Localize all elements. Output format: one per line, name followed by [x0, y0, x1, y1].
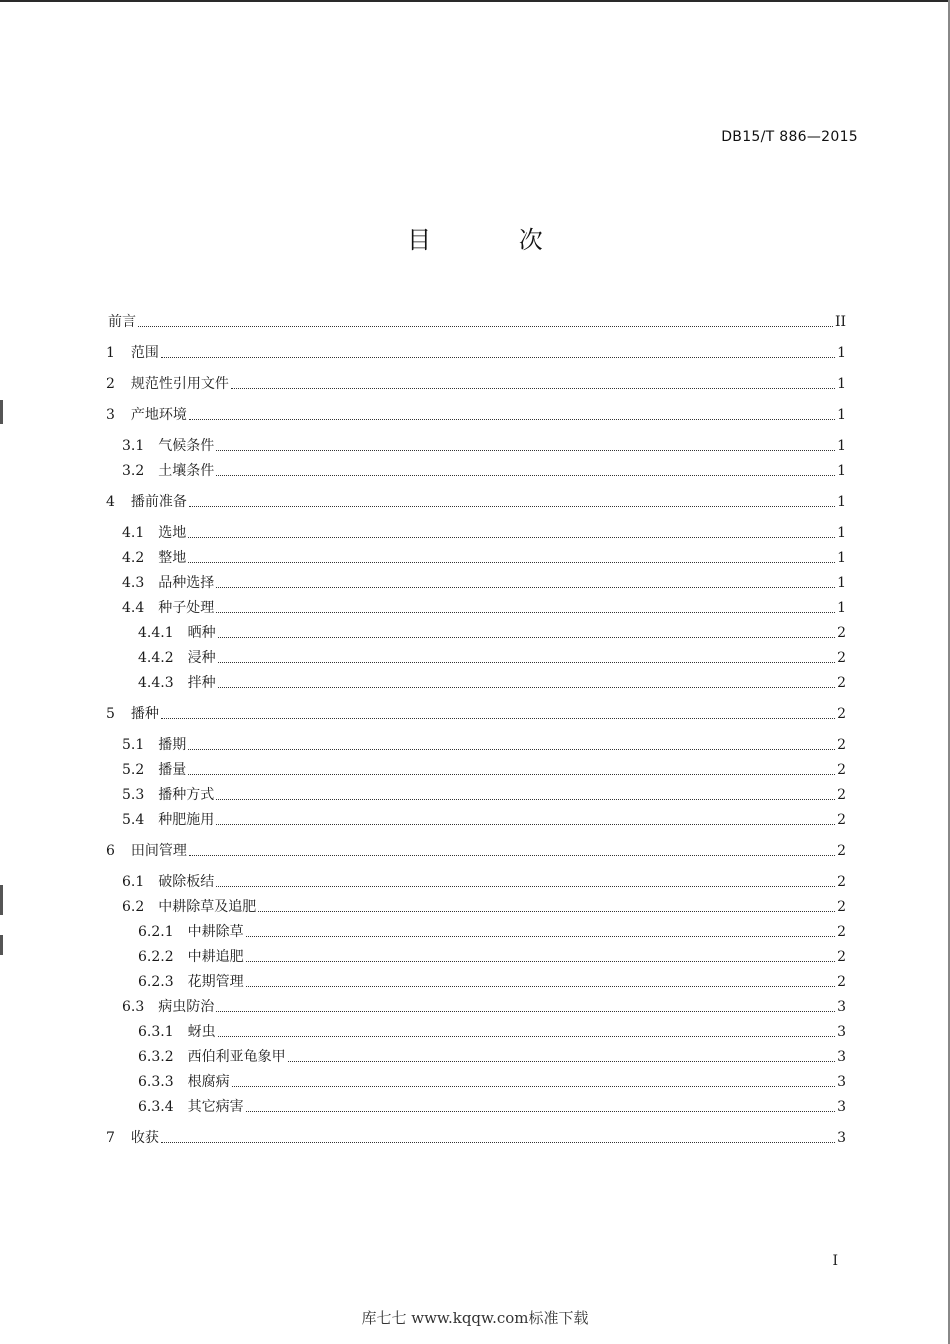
toc-entry-number: 6.3.1: [138, 1024, 174, 1040]
toc-entry-title: 播期: [158, 737, 187, 753]
toc-entry-page: 2: [837, 737, 846, 753]
toc-entry-title: 收获: [130, 1130, 159, 1146]
toc-entry-number: 7: [106, 1130, 115, 1146]
toc-entry-number: 3.1: [122, 438, 145, 454]
toc-entry-page: 1: [837, 525, 846, 541]
toc-entry[interactable]: [122, 547, 846, 569]
toc-entry[interactable]: [122, 809, 846, 831]
toc-entry-number: 1: [106, 345, 115, 361]
standard-code: DB15/T 886—2015: [721, 129, 858, 145]
toc-entry-number: 2: [106, 376, 115, 392]
toc-entry[interactable]: [106, 840, 846, 862]
page-top-edge: [0, 0, 950, 2]
toc-entry-title: 土壤条件: [158, 463, 215, 479]
toc-entry-title: 病虫防治: [158, 999, 215, 1015]
toc-entry-number: 6.3.2: [138, 1049, 174, 1065]
toc-leader-dots: [246, 986, 835, 987]
toc-entry-page: II: [834, 314, 846, 330]
toc-entry-title: 晒种: [187, 625, 216, 641]
toc-entry-number: 6.1: [122, 874, 145, 890]
toc-entry-page: 2: [837, 974, 846, 990]
toc-entry[interactable]: [138, 1096, 846, 1118]
toc-entry-page: 2: [837, 762, 846, 778]
toc-entry-page: 1: [837, 376, 846, 392]
toc-entry-number: 3: [106, 407, 115, 423]
toc-entry-page: 1: [837, 407, 846, 423]
toc-leader-dots: [161, 357, 835, 358]
toc-entry[interactable]: [108, 311, 846, 333]
toc-entry-title: 根腐病: [187, 1074, 230, 1090]
toc-entry-title: 气候条件: [158, 438, 215, 454]
toc-entry[interactable]: [138, 647, 846, 669]
toc-entry[interactable]: [138, 946, 846, 968]
toc-entry[interactable]: [138, 1046, 846, 1068]
toc-entry-page: 1: [837, 550, 846, 566]
toc-entry-number: 6.3.4: [138, 1099, 174, 1115]
toc-entry-page: 1: [837, 600, 846, 616]
toc-entry-number: 4: [106, 494, 115, 510]
toc-leader-dots: [188, 774, 835, 775]
toc-entry-page: 2: [837, 949, 846, 965]
toc-entry[interactable]: [122, 522, 846, 544]
toc-entry-number: 5.1: [122, 737, 145, 753]
toc-entry-page: 1: [837, 575, 846, 591]
toc-entry-number: 5.2: [122, 762, 145, 778]
toc-entry-number: 3.2: [122, 463, 145, 479]
toc-entry[interactable]: [106, 342, 846, 364]
toc-entry-page: 2: [837, 899, 846, 915]
toc-entry[interactable]: [122, 759, 846, 781]
toc-entry-page: 2: [837, 675, 846, 691]
toc-entry-number: 6.3: [122, 999, 145, 1015]
toc-entry-number: 4.4.3: [138, 675, 174, 691]
scan-mark: [0, 935, 3, 955]
toc-entry-title: 西伯利亚龟象甲: [187, 1049, 286, 1065]
toc-entry[interactable]: [122, 460, 846, 482]
toc-entry-page: 1: [837, 494, 846, 510]
toc-entry-title: 产地环境: [130, 407, 187, 423]
toc-entry[interactable]: [106, 703, 846, 725]
toc-entry-page: 2: [837, 874, 846, 890]
toc-leader-dots: [188, 537, 835, 538]
toc-entry-title: 选地: [158, 525, 187, 541]
toc-entry-title: 播种方式: [158, 787, 215, 803]
toc-entry[interactable]: [122, 597, 846, 619]
watermark: 库七七 www.kqqw.com标准下载: [361, 1309, 589, 1327]
toc-entry[interactable]: [122, 572, 846, 594]
toc-entry-page: 2: [837, 924, 846, 940]
toc-leader-dots: [189, 419, 835, 420]
toc-entry-title: 中耕除草: [187, 924, 244, 940]
toc-entry-page: 3: [837, 1130, 846, 1146]
toc-entry-title: 中耕追肥: [187, 949, 244, 965]
toc-entry-page: 2: [837, 625, 846, 641]
toc-entry-number: 5: [106, 706, 115, 722]
toc-entry[interactable]: [138, 672, 846, 694]
toc-entry[interactable]: [106, 373, 846, 395]
toc-leader-dots: [216, 450, 835, 451]
toc-entry-number: 6: [106, 843, 115, 859]
toc-entry-title: 播种: [130, 706, 159, 722]
toc-leader-dots: [231, 388, 835, 389]
toc-entry[interactable]: [138, 921, 846, 943]
toc-entry-number: 4.4: [122, 600, 145, 616]
toc-entry-title: 田间管理: [130, 843, 187, 859]
toc-entry-number: 4.4.1: [138, 625, 174, 641]
toc-entry-number: 4.4.2: [138, 650, 174, 666]
toc-entry-title: 浸种: [187, 650, 216, 666]
toc-entry[interactable]: [106, 1127, 846, 1149]
toc-entry-title: 规范性引用文件: [130, 376, 229, 392]
toc-entry-title: 蚜虫: [187, 1024, 216, 1040]
toc-leader-dots: [216, 612, 835, 613]
toc-entry-number: 6.2.2: [138, 949, 174, 965]
toc-entry-page: 2: [837, 843, 846, 859]
toc-leader-dots: [218, 687, 835, 688]
page-number: I: [832, 1253, 838, 1269]
toc-leader-dots: [258, 911, 835, 912]
toc-entry-number: 4.3: [122, 575, 145, 591]
page-title: 目 次: [407, 226, 583, 254]
toc-entry-title: 范围: [130, 345, 159, 361]
toc-entry[interactable]: [122, 435, 846, 457]
toc-leader-dots: [161, 1142, 835, 1143]
toc-leader-dots: [288, 1061, 835, 1062]
toc-entry[interactable]: [138, 1021, 846, 1043]
toc-leader-dots: [218, 637, 835, 638]
toc-entry-title: 播量: [158, 762, 187, 778]
toc-leader-dots: [216, 475, 835, 476]
toc-entry[interactable]: [138, 1071, 846, 1093]
toc-entry-page: 2: [837, 706, 846, 722]
toc-entry-number: 5.3: [122, 787, 145, 803]
toc-entry-page: 2: [837, 812, 846, 828]
toc-leader-dots: [189, 855, 835, 856]
toc-entry-title: 花期管理: [187, 974, 244, 990]
toc-entry-title: 品种选择: [158, 575, 215, 591]
toc-entry-number: 6.2: [122, 899, 145, 915]
toc-leader-dots: [216, 1011, 835, 1012]
toc-entry-number: 6.3.3: [138, 1074, 174, 1090]
toc-entry-title: 整地: [158, 550, 187, 566]
toc-entry-page: 3: [837, 999, 846, 1015]
toc-leader-dots: [218, 1036, 835, 1037]
toc-entry-number: 4.2: [122, 550, 145, 566]
toc-leader-dots: [246, 1111, 835, 1112]
toc-entry-page: 3: [837, 1024, 846, 1040]
toc-entry[interactable]: [122, 734, 846, 756]
toc-entry-page: 3: [837, 1099, 846, 1115]
toc-leader-dots: [216, 587, 835, 588]
toc-entry-number: 5.4: [122, 812, 145, 828]
toc-leader-dots: [188, 562, 835, 563]
toc-entry-title: 种子处理: [158, 600, 215, 616]
toc-entry-title: 拌种: [187, 675, 216, 691]
toc-entry-page: 1: [837, 463, 846, 479]
scan-mark: [0, 400, 3, 424]
toc-entry-page: 2: [837, 787, 846, 803]
toc-leader-dots: [216, 824, 835, 825]
toc-entry-title: 种肥施用: [158, 812, 215, 828]
toc-entry-title: 破除板结: [158, 874, 215, 890]
toc-leader-dots: [216, 799, 835, 800]
toc-entry-number: 4.1: [122, 525, 145, 541]
toc-entry-page: 1: [837, 345, 846, 361]
toc-entry[interactable]: [122, 871, 846, 893]
toc-leader-dots: [232, 1086, 835, 1087]
toc-entry[interactable]: [106, 491, 846, 513]
toc-leader-dots: [246, 936, 835, 937]
toc-entry[interactable]: [122, 996, 846, 1018]
toc-entry[interactable]: [122, 784, 846, 806]
toc-entry-title: 中耕除草及追肥: [158, 899, 257, 915]
toc-entry-title: 前言: [108, 314, 136, 330]
toc-entry-title: 播前准备: [130, 494, 187, 510]
toc-entry-page: 3: [837, 1049, 846, 1065]
toc-leader-dots: [189, 506, 835, 507]
scan-mark: [0, 885, 3, 915]
toc-entry-number: 6.2.1: [138, 924, 174, 940]
toc-leader-dots: [188, 749, 835, 750]
toc-entry-page: 1: [837, 438, 846, 454]
toc-entry[interactable]: [138, 622, 846, 644]
toc-entry[interactable]: [138, 971, 846, 993]
toc-leader-dots: [218, 662, 835, 663]
toc-entry-number: 6.2.3: [138, 974, 174, 990]
toc-entry[interactable]: [106, 404, 846, 426]
toc-entry-page: 3: [837, 1074, 846, 1090]
toc-leader-dots: [246, 961, 835, 962]
toc-entry-page: 2: [837, 650, 846, 666]
toc-entry-title: 其它病害: [187, 1099, 244, 1115]
toc-leader-dots: [161, 718, 835, 719]
toc-leader-dots: [216, 886, 835, 887]
toc-leader-dots: [138, 326, 833, 327]
toc-entry[interactable]: [122, 896, 846, 918]
